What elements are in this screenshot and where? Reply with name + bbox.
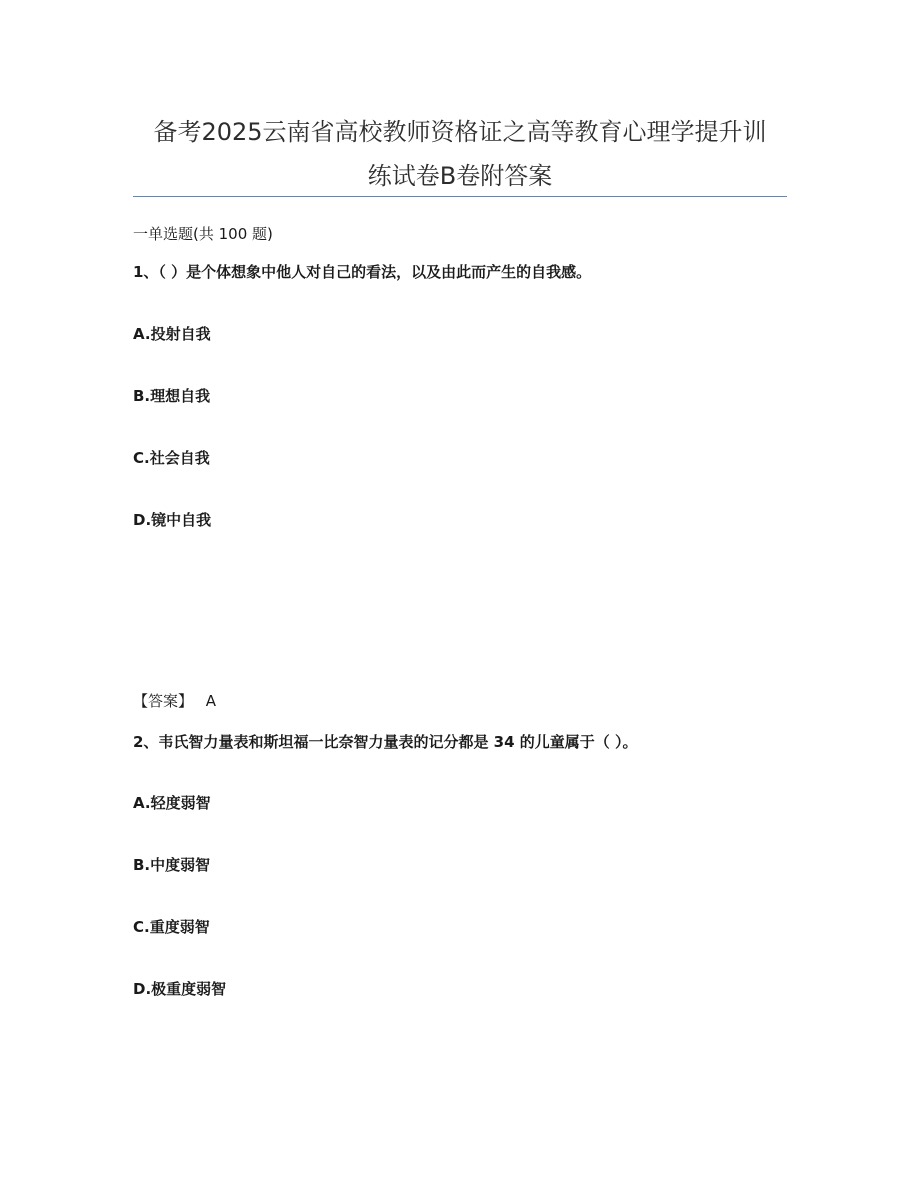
question-1-answer — [133, 691, 216, 711]
question-2-option-d: D.极重度弱智 — [133, 980, 227, 998]
question-1-option-b: B.理想自我 — [133, 387, 211, 405]
question-2-option-c: C.重度弱智 — [133, 918, 210, 936]
question-1-option-d: D.镜中自我 — [133, 511, 212, 529]
question-1-option-a: A.投射自我 — [133, 325, 211, 343]
answer-label: 【答案】 — [133, 692, 194, 710]
question-2-stem: 2、韦氏智力量表和斯坦福一比奈智力量表的记分都是 34 的儿童属于（ ）。 — [133, 733, 638, 751]
question-1-option-c: C.社会自我 — [133, 449, 210, 467]
page-title-line-1: 备考2025云南省高校教师资格证之高等教育心理学提升训 — [153, 118, 767, 146]
page-title-line-2: 练试卷B卷附答案 — [367, 162, 553, 190]
question-1-stem: 1、（ ）是个体想象中他人对自己的看法，以及由此而产生的自我感。 — [133, 263, 592, 281]
title-divider — [133, 196, 787, 197]
question-2-option-a: A.轻度弱智 — [133, 794, 211, 812]
page-title — [130, 110, 790, 198]
answer-value: A — [205, 692, 217, 710]
section-heading: 一单选题(共 100 题) — [133, 225, 273, 243]
question-2-option-b: B.中度弱智 — [133, 856, 211, 874]
